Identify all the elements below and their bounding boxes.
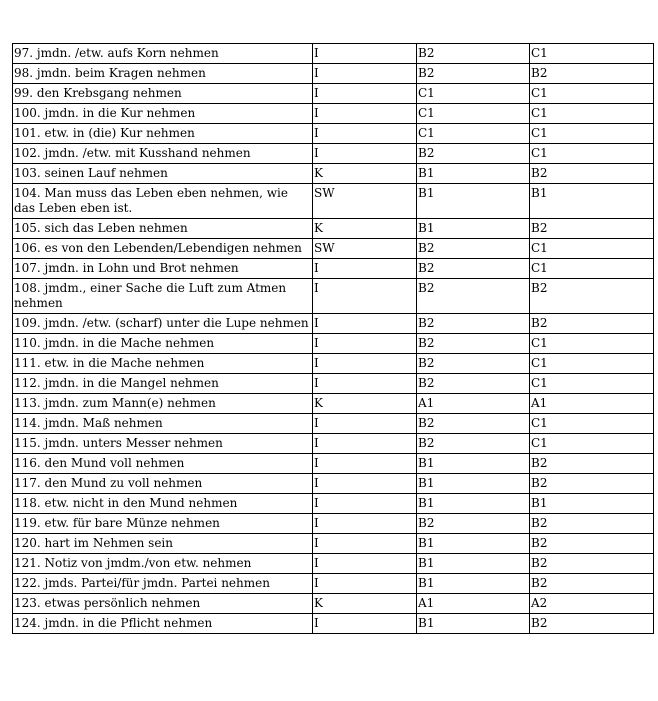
level-a-cell: B2 xyxy=(417,239,530,259)
idiom-type-cell: I xyxy=(313,144,417,164)
level-b-cell: B2 xyxy=(530,219,654,239)
table-row xyxy=(13,219,654,239)
idiom-phrase-cell: 120. hart im Nehmen sein xyxy=(13,534,313,554)
table-row xyxy=(13,614,654,634)
idiom-phrase-cell: 100. jmdn. in die Kur nehmen xyxy=(13,104,313,124)
idiom-phrase-cell: 111. etw. in die Mache nehmen xyxy=(13,354,313,374)
idiom-phrase-cell: 97. jmdn. /etw. aufs Korn nehmen xyxy=(13,44,313,64)
level-b-cell: A1 xyxy=(530,394,654,414)
level-b-cell: C1 xyxy=(530,374,654,394)
level-a-cell: B2 xyxy=(417,374,530,394)
idiom-type-cell: I xyxy=(313,84,417,104)
level-a-cell: B1 xyxy=(417,184,530,219)
idiom-type-cell: I xyxy=(313,259,417,279)
level-a-cell: B1 xyxy=(417,614,530,634)
level-a-cell: C1 xyxy=(417,124,530,144)
level-b-cell: B2 xyxy=(530,474,654,494)
idiom-type-cell: I xyxy=(313,434,417,454)
level-b-cell: B2 xyxy=(530,534,654,554)
table-row xyxy=(13,124,654,144)
idiom-type-cell: I xyxy=(313,314,417,334)
level-a-cell: B1 xyxy=(417,164,530,184)
idiom-phrase-cell: 113. jmdn. zum Mann(e) nehmen xyxy=(13,394,313,414)
idiom-phrase-cell: 121. Notiz von jmdm./von etw. nehmen xyxy=(13,554,313,574)
idiom-type-cell: I xyxy=(313,104,417,124)
level-a-cell: B2 xyxy=(417,514,530,534)
level-a-cell: B2 xyxy=(417,334,530,354)
idiom-phrase-cell: 108. jmdm., einer Sache die Luft zum Atmen nehmen xyxy=(13,279,313,314)
idiom-type-cell: I xyxy=(313,534,417,554)
table-row xyxy=(13,474,654,494)
idiom-type-cell: I xyxy=(313,44,417,64)
table-row xyxy=(13,334,654,354)
table-row xyxy=(13,84,654,104)
idiom-type-cell: I xyxy=(313,574,417,594)
idiom-type-cell: K xyxy=(313,164,417,184)
level-a-cell: C1 xyxy=(417,104,530,124)
table-row xyxy=(13,534,654,554)
level-a-cell: B1 xyxy=(417,474,530,494)
level-a-cell: B1 xyxy=(417,554,530,574)
level-b-cell: B2 xyxy=(530,454,654,474)
level-a-cell: B2 xyxy=(417,44,530,64)
level-a-cell: B1 xyxy=(417,534,530,554)
level-b-cell: C1 xyxy=(530,414,654,434)
idiom-type-cell: K xyxy=(313,594,417,614)
level-a-cell: B2 xyxy=(417,414,530,434)
idiom-phrase-cell: 109. jmdn. /etw. (scharf) unter die Lupe nehmen xyxy=(13,314,313,334)
idiom-phrase-cell: 119. etw. für bare Münze nehmen xyxy=(13,514,313,534)
level-a-cell: A1 xyxy=(417,594,530,614)
idiom-type-cell: I xyxy=(313,494,417,514)
level-b-cell: C1 xyxy=(530,44,654,64)
idiom-type-cell: I xyxy=(313,454,417,474)
idiom-type-cell: SW xyxy=(313,184,417,219)
idiom-type-cell: I xyxy=(313,614,417,634)
level-a-cell: B2 xyxy=(417,354,530,374)
level-b-cell: C1 xyxy=(530,144,654,164)
idiom-type-cell: I xyxy=(313,354,417,374)
level-b-cell: B2 xyxy=(530,614,654,634)
idiom-phrase-cell: 124. jmdn. in die Pflicht nehmen xyxy=(13,614,313,634)
level-a-cell: B1 xyxy=(417,219,530,239)
table-row xyxy=(13,354,654,374)
table-row xyxy=(13,554,654,574)
idiom-type-cell: SW xyxy=(313,239,417,259)
idiom-phrase-cell: 115. jmdn. unters Messer nehmen xyxy=(13,434,313,454)
table-row xyxy=(13,574,654,594)
level-a-cell: B1 xyxy=(417,494,530,514)
level-b-cell: B2 xyxy=(530,514,654,534)
level-b-cell: B2 xyxy=(530,314,654,334)
table-row xyxy=(13,144,654,164)
level-b-cell: B2 xyxy=(530,164,654,184)
table-row xyxy=(13,64,654,84)
level-b-cell: C1 xyxy=(530,434,654,454)
table-row xyxy=(13,164,654,184)
idiom-phrase-cell: 122. jmds. Partei/für jmdn. Partei nehmen xyxy=(13,574,313,594)
idiom-type-cell: I xyxy=(313,514,417,534)
level-a-cell: B1 xyxy=(417,574,530,594)
idiom-type-cell: I xyxy=(313,414,417,434)
level-b-cell: C1 xyxy=(530,354,654,374)
level-a-cell: B2 xyxy=(417,279,530,314)
idiom-type-cell: K xyxy=(313,394,417,414)
idiom-phrase-cell: 110. jmdn. in die Mache nehmen xyxy=(13,334,313,354)
idiom-phrase-cell: 117. den Mund zu voll nehmen xyxy=(13,474,313,494)
level-b-cell: B1 xyxy=(530,184,654,219)
idiom-type-cell: I xyxy=(313,334,417,354)
level-a-cell: C1 xyxy=(417,84,530,104)
idiom-phrase-cell: 102. jmdn. /etw. mit Kusshand nehmen xyxy=(13,144,313,164)
table-row xyxy=(13,104,654,124)
idiom-phrase-cell: 103. seinen Lauf nehmen xyxy=(13,164,313,184)
table-row xyxy=(13,494,654,514)
level-b-cell: B1 xyxy=(530,494,654,514)
idiom-phrase-cell: 118. etw. nicht in den Mund nehmen xyxy=(13,494,313,514)
idiom-phrase-cell: 104. Man muss das Leben eben nehmen, wie das Leben eben ist. xyxy=(13,184,313,219)
level-b-cell: B2 xyxy=(530,279,654,314)
level-b-cell: B2 xyxy=(530,574,654,594)
idiom-phrase-cell: 123. etwas persönlich nehmen xyxy=(13,594,313,614)
idiom-type-cell: K xyxy=(313,219,417,239)
level-b-cell: B2 xyxy=(530,554,654,574)
table-row xyxy=(13,279,654,314)
level-b-cell: C1 xyxy=(530,239,654,259)
table-row xyxy=(13,434,654,454)
level-b-cell: B2 xyxy=(530,64,654,84)
level-a-cell: B1 xyxy=(417,454,530,474)
level-b-cell: C1 xyxy=(530,334,654,354)
level-a-cell: B2 xyxy=(417,144,530,164)
idiom-phrase-cell: 107. jmdn. in Lohn und Brot nehmen xyxy=(13,259,313,279)
idiom-type-cell: I xyxy=(313,279,417,314)
table-row xyxy=(13,454,654,474)
level-b-cell: C1 xyxy=(530,124,654,144)
level-a-cell: B2 xyxy=(417,434,530,454)
level-a-cell: B2 xyxy=(417,314,530,334)
idiom-type-cell: I xyxy=(313,474,417,494)
idiom-type-cell: I xyxy=(313,554,417,574)
table-row xyxy=(13,259,654,279)
idiom-phrase-cell: 116. den Mund voll nehmen xyxy=(13,454,313,474)
idiom-phrase-cell: 105. sich das Leben nehmen xyxy=(13,219,313,239)
idiom-phrase-cell: 99. den Krebsgang nehmen xyxy=(13,84,313,104)
level-a-cell: A1 xyxy=(417,394,530,414)
table-row xyxy=(13,239,654,259)
level-b-cell: C1 xyxy=(530,84,654,104)
table-row xyxy=(13,514,654,534)
table-row xyxy=(13,44,654,64)
level-b-cell: C1 xyxy=(530,104,654,124)
level-a-cell: B2 xyxy=(417,64,530,84)
idiom-type-cell: I xyxy=(313,64,417,84)
idiom-type-cell: I xyxy=(313,124,417,144)
idiom-table-body xyxy=(13,44,654,634)
idiom-table xyxy=(12,43,654,634)
table-row xyxy=(13,394,654,414)
level-a-cell: B2 xyxy=(417,259,530,279)
idiom-phrase-cell: 98. jmdn. beim Kragen nehmen xyxy=(13,64,313,84)
idiom-phrase-cell: 101. etw. in (die) Kur nehmen xyxy=(13,124,313,144)
idiom-phrase-cell: 114. jmdn. Maß nehmen xyxy=(13,414,313,434)
idiom-phrase-cell: 106. es von den Lebenden/Lebendigen nehmen xyxy=(13,239,313,259)
table-row xyxy=(13,374,654,394)
idiom-phrase-cell: 112. jmdn. in die Mangel nehmen xyxy=(13,374,313,394)
table-row xyxy=(13,414,654,434)
table-row xyxy=(13,314,654,334)
level-b-cell: A2 xyxy=(530,594,654,614)
level-b-cell: C1 xyxy=(530,259,654,279)
table-row xyxy=(13,594,654,614)
table-row xyxy=(13,184,654,219)
idiom-type-cell: I xyxy=(313,374,417,394)
